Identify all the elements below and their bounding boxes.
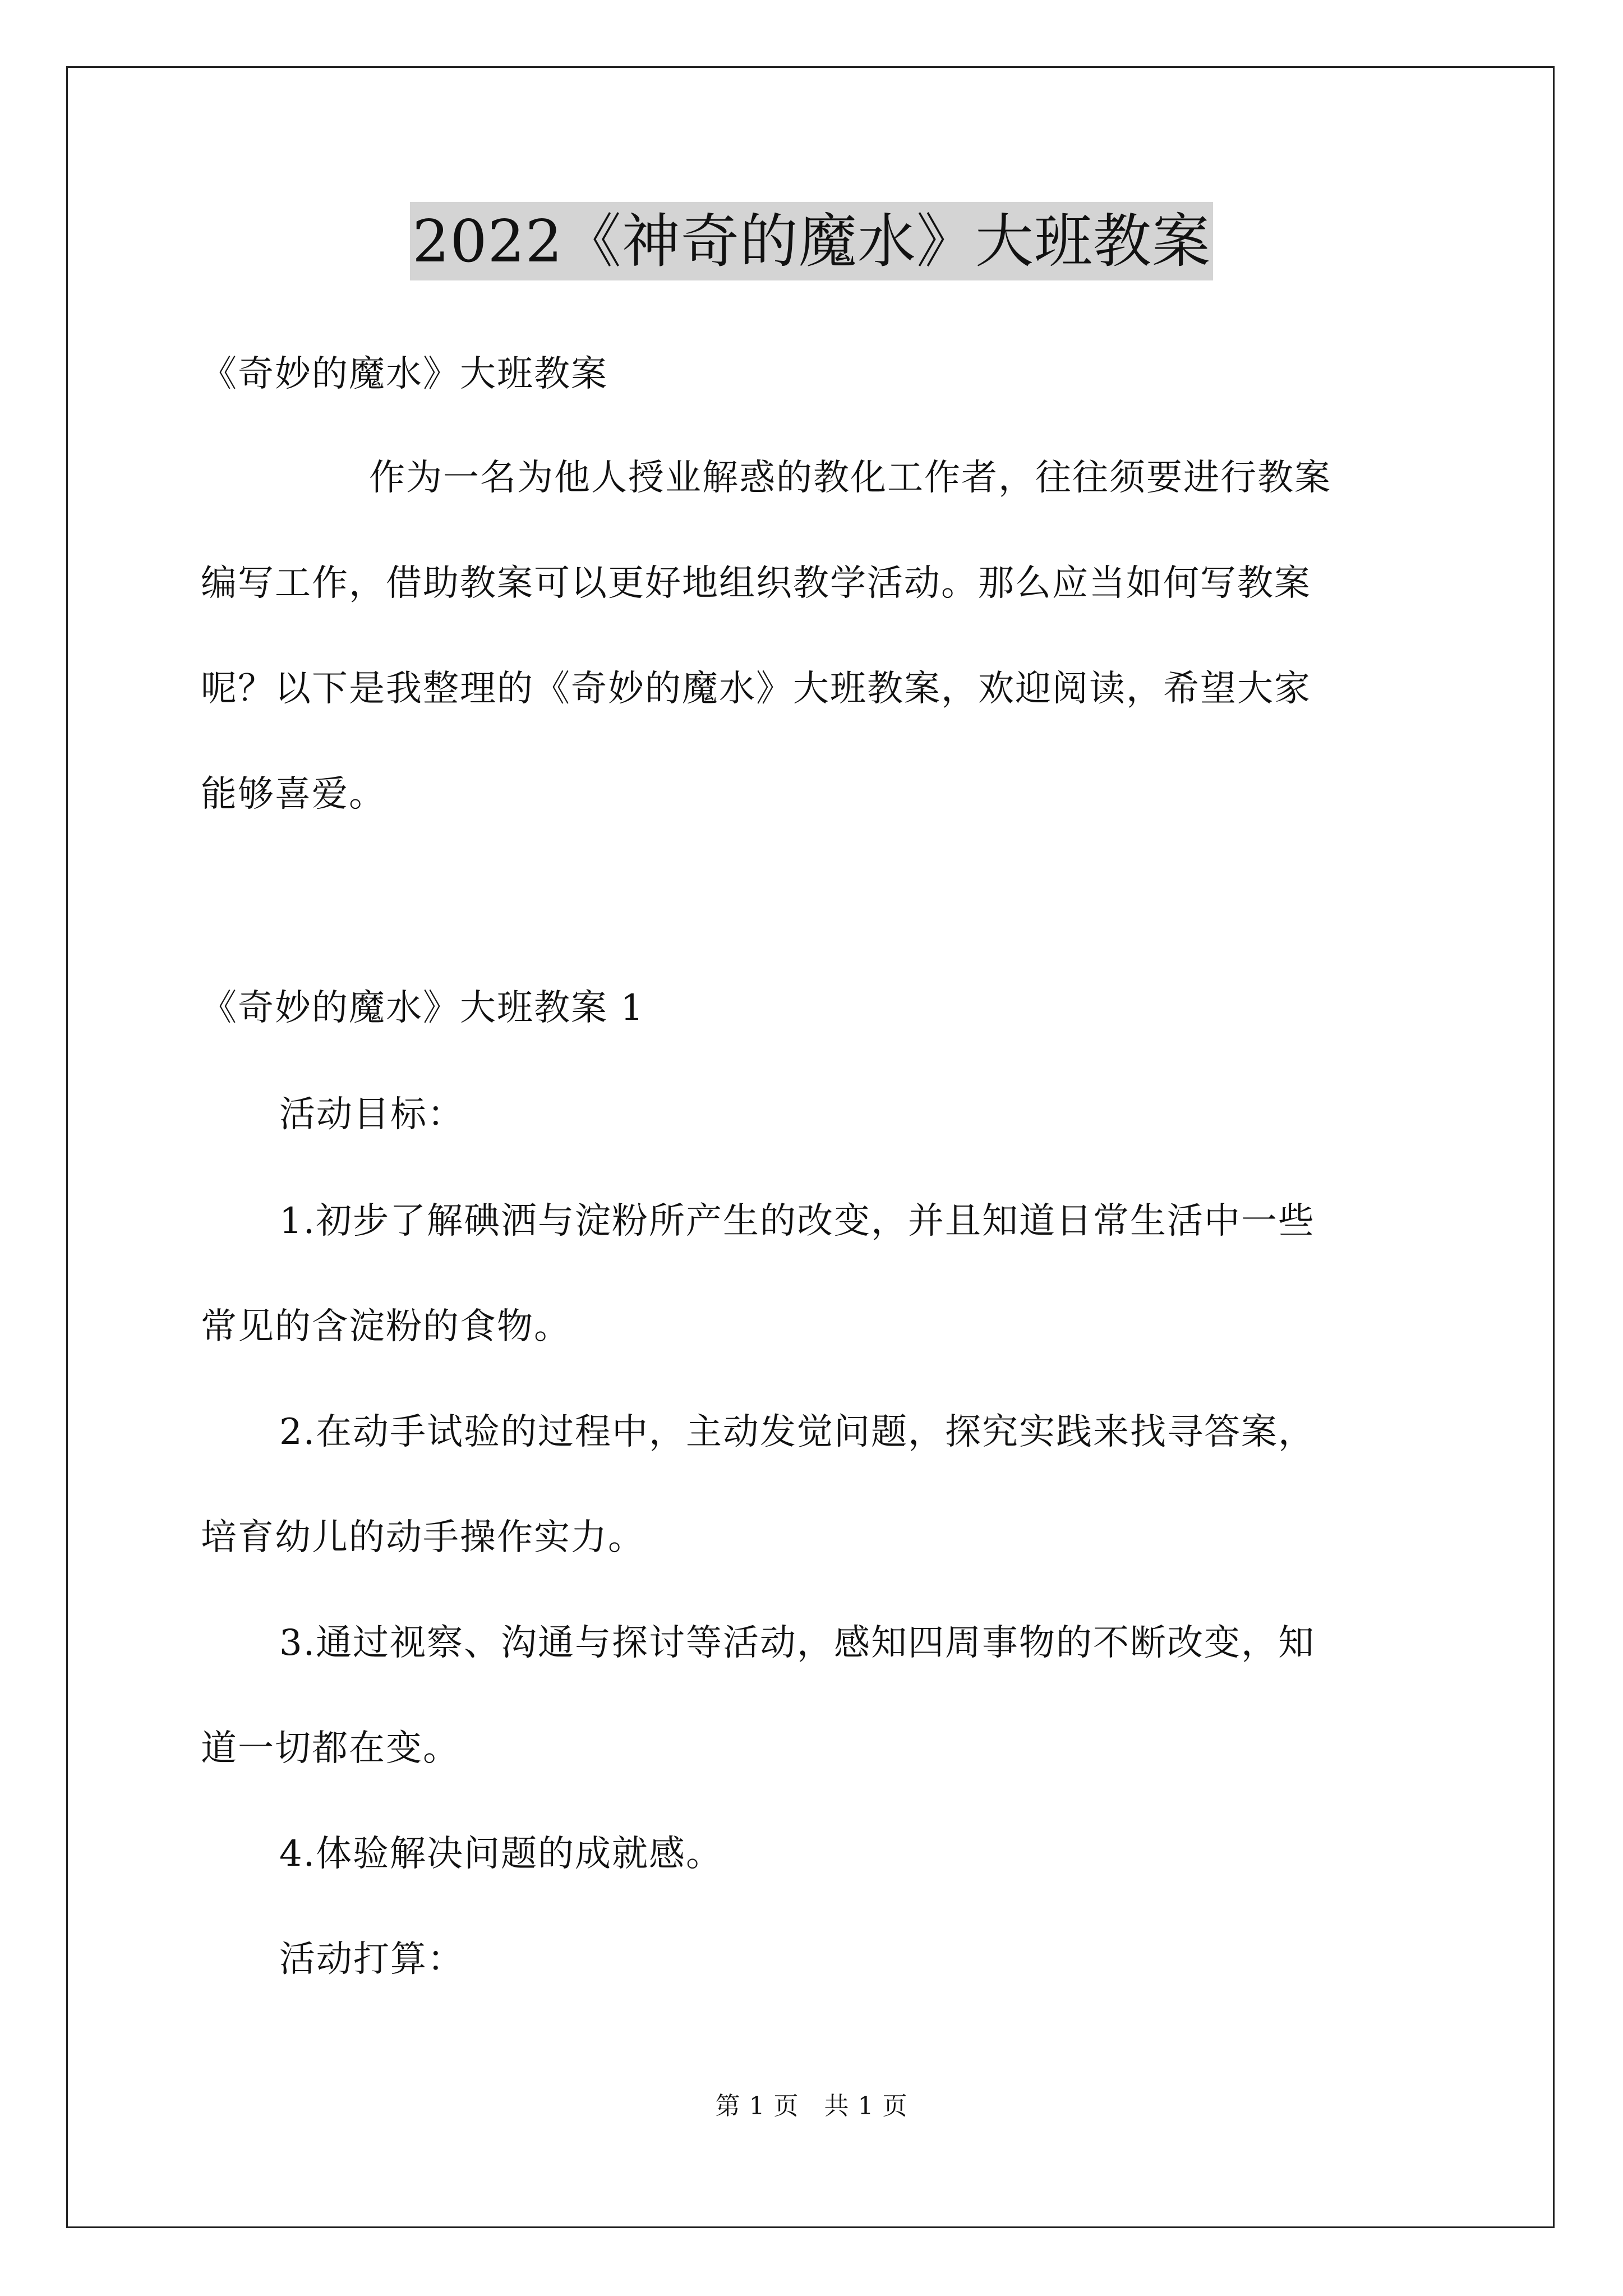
intro-line: 作为一名为他人授业解惑的教化工作者，往往须要进行教案 (369, 457, 1331, 499)
goal-line: 道一切都在变。 (201, 1728, 460, 1769)
goal-line: 常见的含淀粉的食物。 (201, 1306, 571, 1347)
subtitle: 《奇妙的魔水》大班教案 (201, 353, 608, 395)
goal-line: 2.在动手试验的过程中，主动发觉问题，探究实践来找寻答案， (279, 1411, 1316, 1453)
goals-heading: 活动目标： (279, 1094, 464, 1135)
goal-item: 4.体验解决问题的成就感。 (279, 1833, 723, 1875)
title-container (0, 202, 1623, 280)
goal-item (201, 1617, 1423, 1828)
goal-line: 培育幼儿的动手操作实力。 (201, 1517, 645, 1558)
intro-line: 编写工作，借助教案可以更好地组织教学活动。那么应当如何写教案 (201, 563, 1311, 604)
page-footer: 第 1 页 共 1 页 (715, 2092, 908, 2120)
goal-item (201, 1406, 1423, 1617)
prep-heading: 活动打算： (279, 1939, 464, 1980)
document-title: 2022《神奇的魔水》大班教案 (410, 202, 1213, 280)
intro-paragraph (201, 452, 1423, 873)
section-title: 《奇妙的魔水》大班教案 1 (201, 987, 645, 1029)
goal-item (201, 1195, 1423, 1406)
goal-line: 3.通过视察、沟通与探讨等活动，感知四周事物的不断改变，知 (279, 1622, 1316, 1664)
intro-line: 能够喜爱。 (201, 774, 386, 815)
goal-line: 1.初步了解碘洒与淀粉所产生的改变，并且知道日常生活中一些 (279, 1200, 1316, 1242)
intro-line: 呢？以下是我整理的《奇妙的魔水》大班教案，欢迎阅读，希望大家 (201, 668, 1311, 710)
